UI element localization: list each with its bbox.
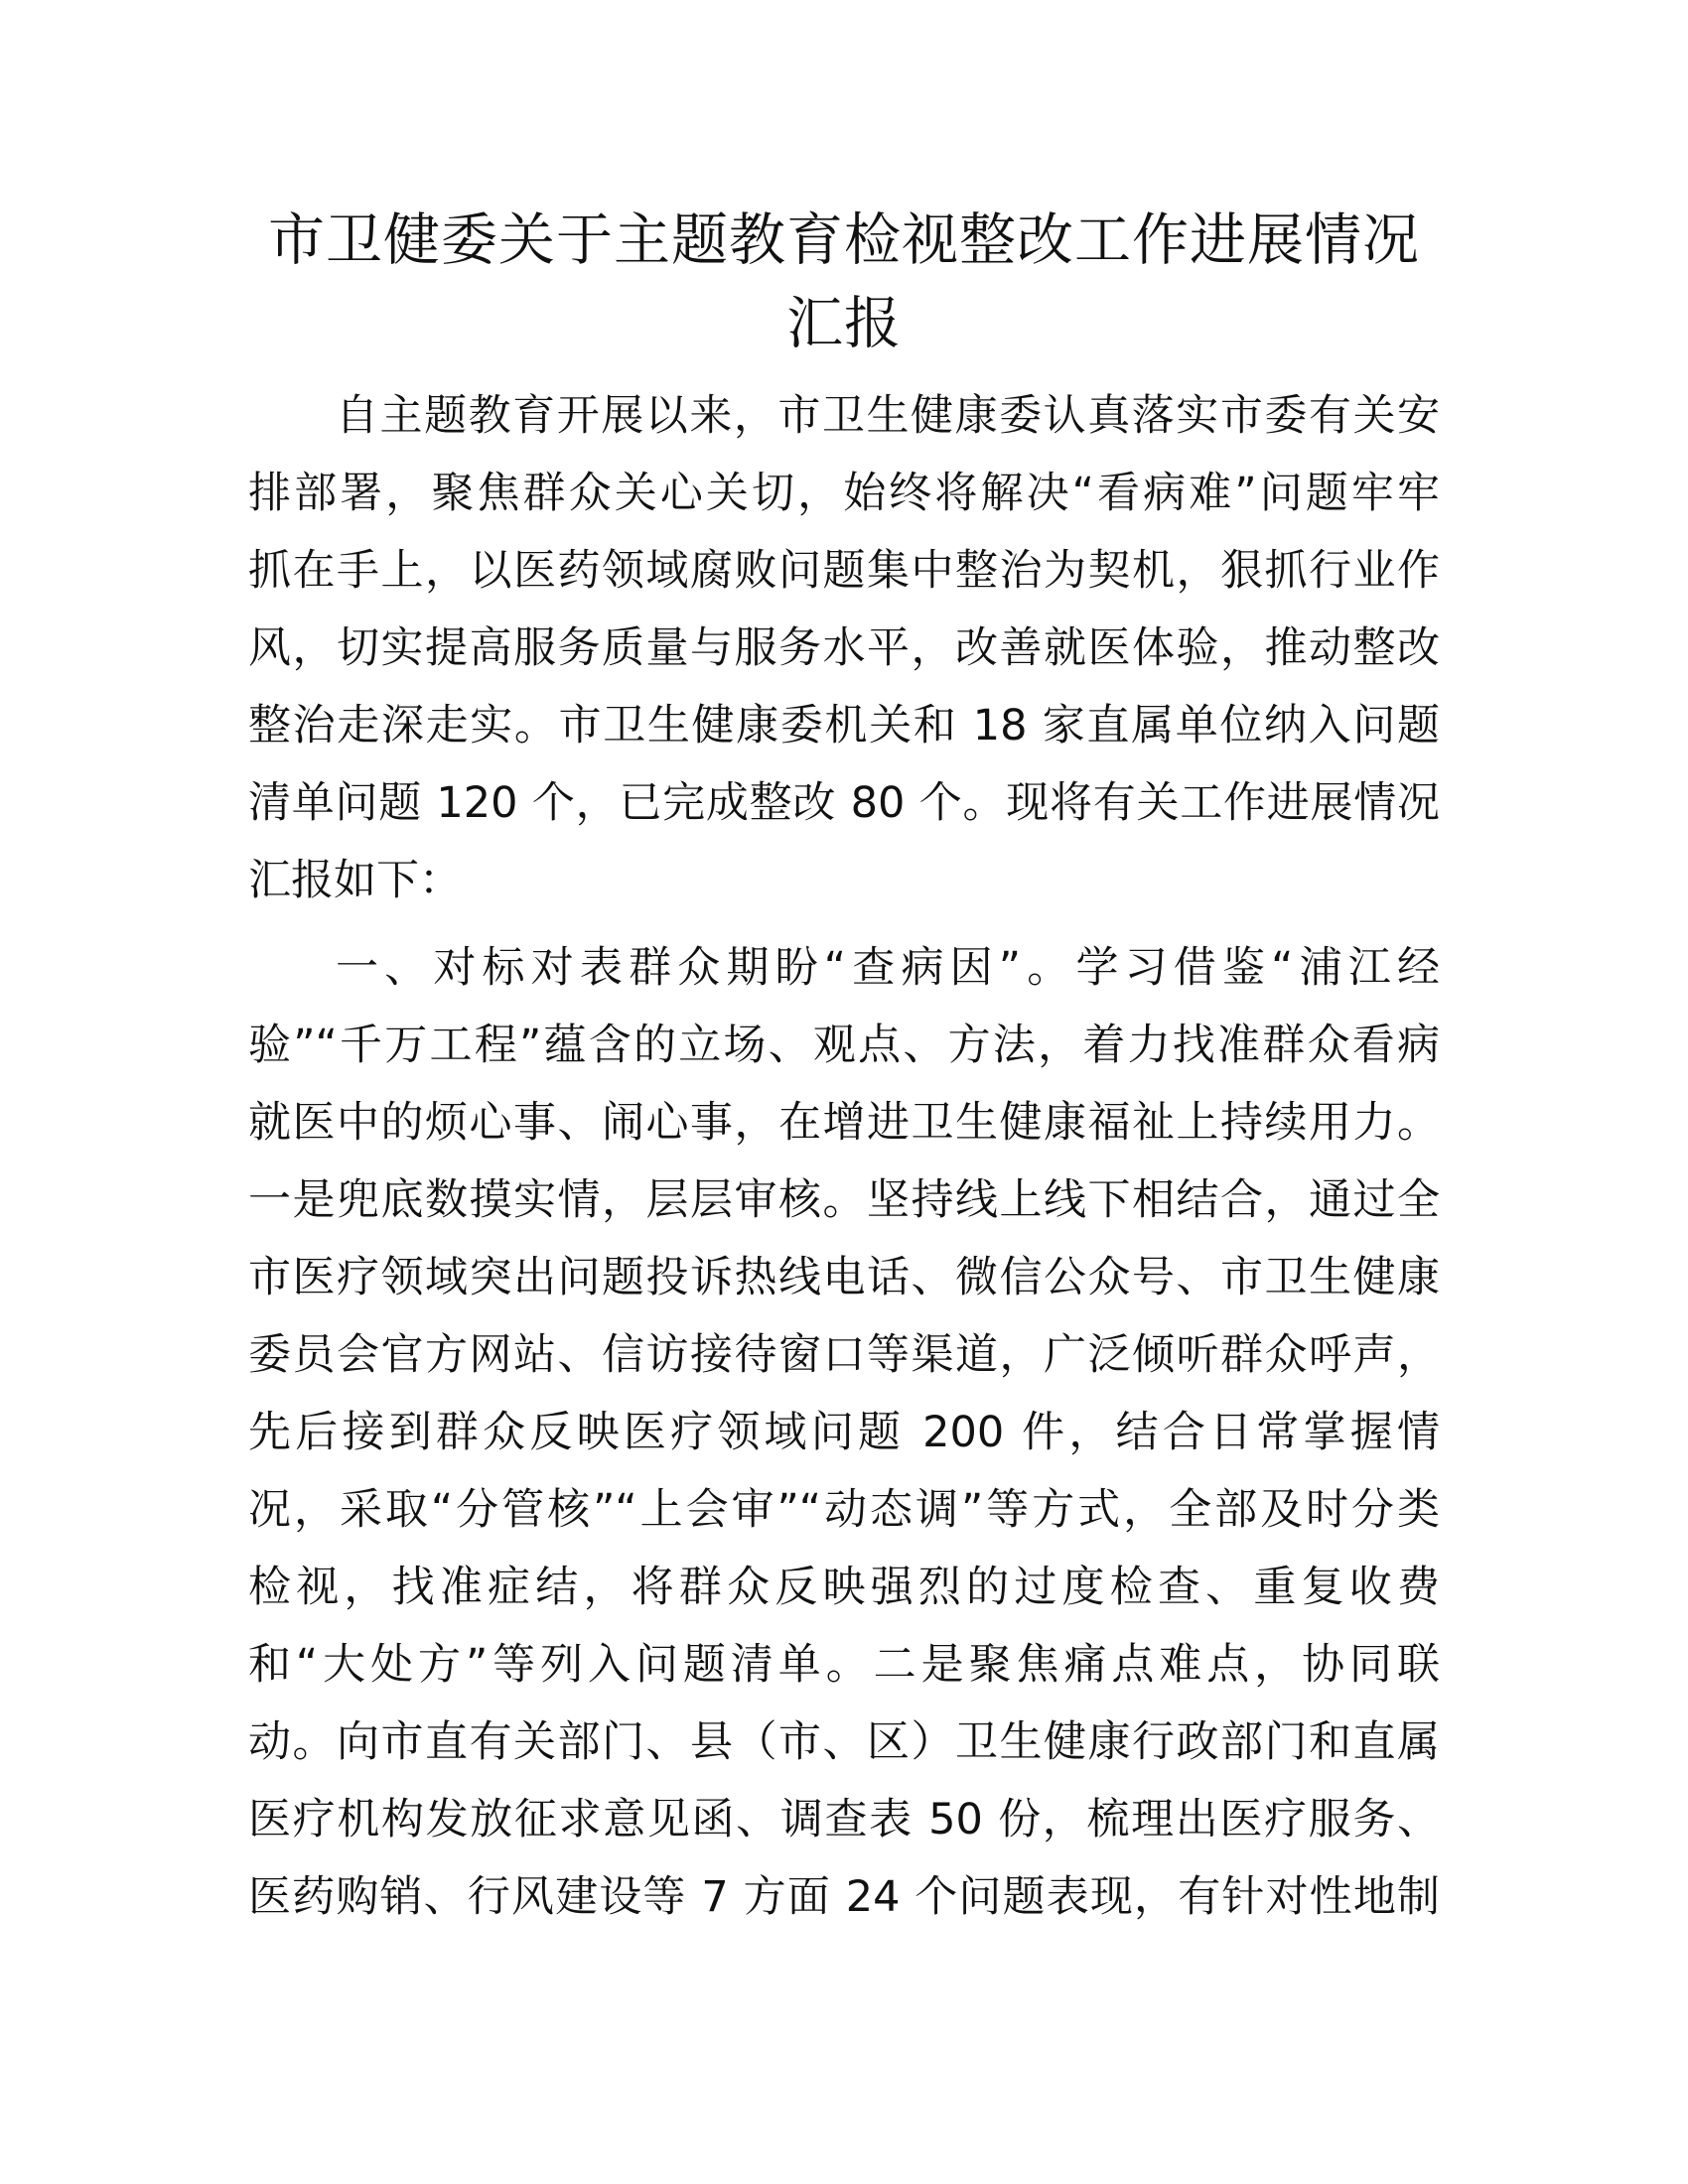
text-line: 况，采取“分管核”“上会审”“动态调”等方式，全部及时分类	[248, 1485, 1440, 1535]
text-line: 医疗机构发放征求意见函、调查表 50 份，梳理出医疗服务、	[248, 1795, 1440, 1844]
text-line: 排部署，聚焦群众关心关切，始终将解决“看病难”问题牢牢	[248, 469, 1440, 518]
text-line: 抓在手上，以医药领域腐败问题集中整治为契机，狠抓行业作	[248, 546, 1440, 596]
text-line: 检视，找准症结，将群众反映强烈的过度检查、重复收费	[248, 1563, 1440, 1612]
text-line: 清单问题 120 个，已完成整改 80 个。现将有关工作进展情况	[248, 778, 1440, 828]
paragraph-intro	[248, 377, 1440, 919]
text-line: 动。向市直有关部门、县（市、区）卫生健康行政部门和直属	[248, 1717, 1440, 1767]
text-line: 市医疗领域突出问题投诉热线电话、微信公众号、市卫生健康	[248, 1253, 1440, 1302]
text-line: 一、对标对表群众期盼“查病因”。学习借鉴“浦江经	[336, 943, 1440, 993]
text-line: 和“大处方”等列入问题清单。二是聚焦痛点难点，协同联	[248, 1640, 1440, 1690]
document-title	[238, 199, 1450, 365]
text-line: 医药购销、行风建设等 7 方面 24 个问题表现，有针对性地制	[248, 1872, 1440, 1922]
text-line: 整治走深走实。市卫生健康委机关和 18 家直属单位纳入问题	[248, 701, 1440, 751]
paragraph-section-1	[248, 929, 1440, 1936]
text-line: 一是兜底数摸实情，层层审核。坚持线上线下相结合，通过全	[248, 1175, 1440, 1225]
text-line: 先后接到群众反映医疗领域问题 200 件，结合日常掌握情	[248, 1408, 1440, 1457]
text-line: 自主题教育开展以来，市卫生健康委认真落实市委有关安	[336, 391, 1440, 441]
text-line: 就医中的烦心事、闹心事，在增进卫生健康福祉上持续用力。	[248, 1098, 1440, 1148]
text-line: 风，切实提高服务质量与服务水平，改善就医体验，推动整改	[248, 623, 1440, 673]
text-line: 验”“千万工程”蕴含的立场、观点、方法，着力找准群众看病	[248, 1021, 1440, 1070]
title-line-2: 汇报	[786, 291, 902, 356]
text-line: 委员会官方网站、信访接待窗口等渠道，广泛倾听群众呼声，	[248, 1330, 1440, 1380]
title-line-1: 市卫健委关于主题教育检视整改工作进展情况	[268, 207, 1420, 273]
text-line: 汇报如下：	[248, 856, 462, 905]
